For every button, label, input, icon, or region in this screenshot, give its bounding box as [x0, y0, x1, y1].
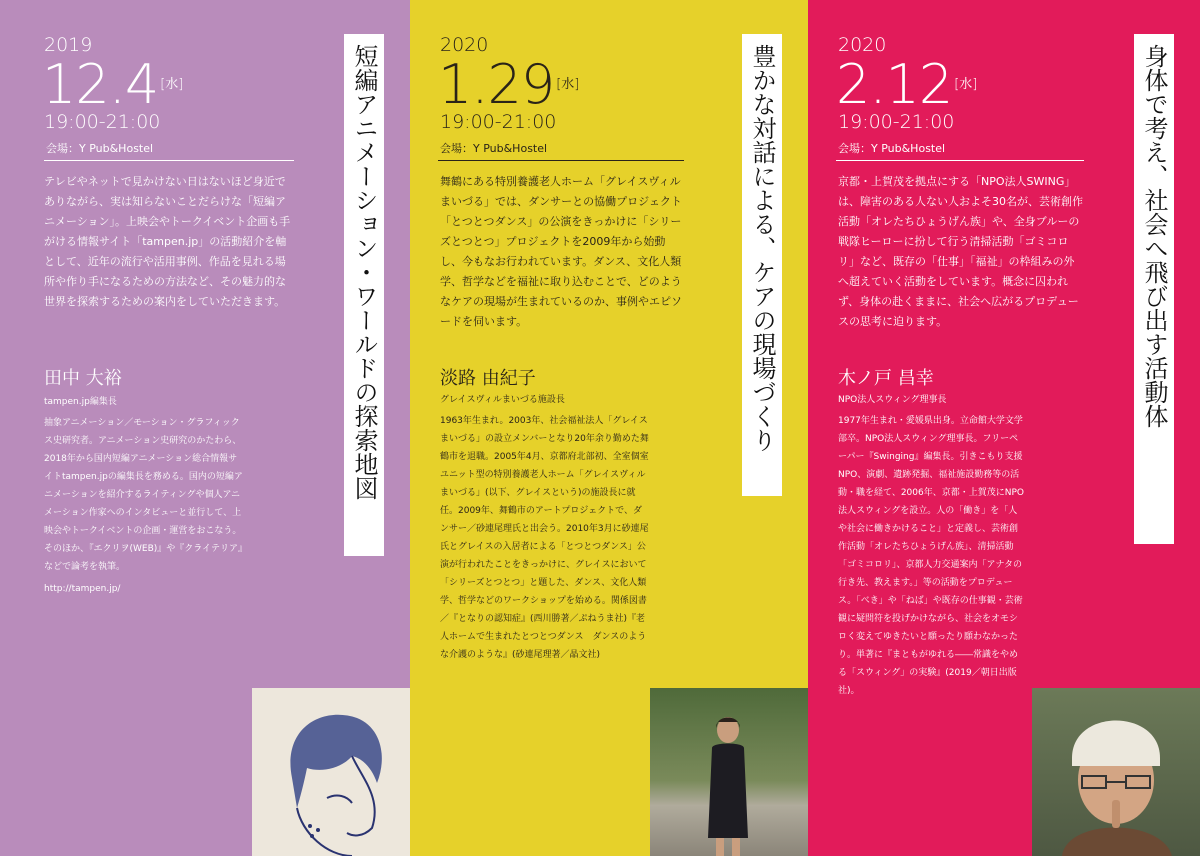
person-photo-image [1032, 688, 1200, 856]
event-description: 京都・上賀茂を拠点にする「NPO法人SWING」は、障害のある人ない人およそ30名が、芸術創作活動「オレたちひょうげん族」や、全身ブルーの戦隊ヒーローに扮して行う清掃活動「ゴミコロリ」など、既存の「仕事」「福祉」の枠組みの外へ超えていく活動をしています。概念に囚われず、身体の赴くままに、社会へ広がるプロデュースの思考に迫ります。 [838, 175, 1083, 328]
event-venue: 会場：Y Pub&Hostel [440, 142, 548, 155]
event-venue: 会場：Y Pub&Hostel [46, 142, 154, 155]
event-date: 1.29 [水] [438, 53, 580, 116]
event-venue: 会場：Y Pub&Hostel [838, 142, 946, 155]
event-description: テレビやネットで見かけない日はないほど身近でありながら、実は知らないことだらけな「短編アニメーション」。上映会やトークイベント企画も手がける情報サイト「tampen.jp」の活動紹介を軸として、近年の流行や活用事例、作品を見れる場所や作り手になるための方法など、その魅力的な世界を探索するための案内をしていただきます。 [44, 175, 291, 308]
divider [438, 160, 684, 161]
speaker-role: グレイスヴィルまいづる施設長 [440, 395, 565, 405]
event-title: 短編アニメーション・ワールドの探索地図 [344, 34, 384, 556]
speaker-name: 田中 大裕 [44, 368, 122, 389]
event-panel-3 [808, 0, 1200, 856]
speaker-illustration [252, 688, 410, 856]
speaker-url[interactable]: http://tampen.jp/ [44, 584, 121, 594]
speaker-bio: 1963年生まれ。2003年、社会福祉法人「グレイスまいづる」の設立メンバーとなり20年余り勤めた舞鶴市を退職。2005年4月、京都府北部初、全室個室ユニット型の特別養護老人ホーム「グレイスヴィルまいづる」(以下、グレイスという)の施設長に就任。2009年、舞鶴市のアートプロジェクトで、ダンサー／砂連尾理氏と出会う。2010年3月に砂連尾氏とグレイスの入居者による「とつとつダンス」公演が行われたことをきっかけに、グレイスにおいて「シリーズとつとつ」と題した、ダンス、文化人類学、哲学などのワークショップを始める。関係図書／『となりの認知症』(西川勝著／ぷねうま社)『老人ホームで生まれたとつとつダンス ダンスのような介護のような』(砂連尾理著／晶文社) [440, 416, 649, 660]
person-photo-image [650, 688, 808, 856]
event-panel-1 [0, 0, 410, 856]
event-time: 19:00-21:00 [838, 111, 955, 133]
event-title: 身体で考え、社会へ飛び出す活動体 [1134, 34, 1174, 544]
speaker-bio: 抽象アニメーション／モーション・グラフィックス史研究者。アニメーション史研究のかたわら、2018年から国内短編アニメーション総合情報サイトtampen.jpの編集長を務める。国内の短編アニメーションを紹介するライティングや個人アニメーション作家へのインタビューと並行して、上映会やトークイベントの企画・運営をおこなう。そのほか、『エクリヲ(WEB)』や『クライテリア』などで論考を執筆。 [44, 418, 243, 572]
event-weekday: [水] [556, 77, 580, 92]
speaker-bio: 1977年生まれ・愛媛県出身。立命館大学文学部卒。NPO法人スウィング理事長。フリーペーパー『Swinging』編集長。引きこもり支援NPO、演劇、遺跡発掘、福祉施設勤務等の活動・職を経て、2006年、京都・上賀茂にNPO法人スウィングを設立。人の「働き」を「人や社会に働きかけること」と定義し、芸術創作活動「オレたちひょうげん族」、清掃活動「ゴミコロリ」、京都人力交通案内「アナタの行き先、教えます。」等の活動をプロデュース。「べき」や「ねば」や既存の仕事観・芸術観に疑問符を投げかけながら、社会をオモシロく変えてゆきたいと願ったり願わなかったり。単著に『まともがゆれる――常識をやめる「スウィング」の実験』(2019／朝日出版社)。 [838, 416, 1024, 696]
speaker-role: tampen.jp編集長 [44, 397, 117, 407]
event-year: 2019 [44, 34, 93, 56]
speaker-photo [1032, 688, 1200, 856]
speaker-photo [650, 688, 808, 856]
event-date: 12.4 [水] [42, 53, 184, 116]
speaker-role: NPO法人スウィング理事長 [838, 395, 947, 405]
event-year: 2020 [838, 34, 887, 56]
event-time: 19:00-21:00 [440, 111, 557, 133]
event-weekday: [水] [954, 77, 978, 92]
event-time: 19:00-21:00 [44, 111, 161, 133]
divider [836, 160, 1084, 161]
divider [44, 160, 294, 161]
event-panel-2 [410, 0, 808, 856]
face-sketch-image [252, 688, 410, 856]
event-date: 2.12 [水] [836, 53, 978, 116]
speaker-name: 木ノ戸 昌幸 [838, 368, 934, 389]
event-weekday: [水] [160, 77, 184, 92]
event-title: 豊かな対話による、ケアの現場づくり [742, 34, 782, 496]
event-description: 舞鶴にある特別養護老人ホーム「グレイスヴィルまいづる」では、ダンサーとの協働プロジェクト「とつとつダンス」の公演をきっかけに「シリーズとつとつ」プロジェクトを2009年から始動し、今もなお行われています。ダンス、文化人類学、哲学などを福祉に取り込むことで、どのようなケアの現場が生まれているのか、事例やエピソードを伺います。 [440, 175, 682, 328]
event-year: 2020 [440, 34, 489, 56]
speaker-name: 淡路 由紀子 [440, 368, 536, 389]
